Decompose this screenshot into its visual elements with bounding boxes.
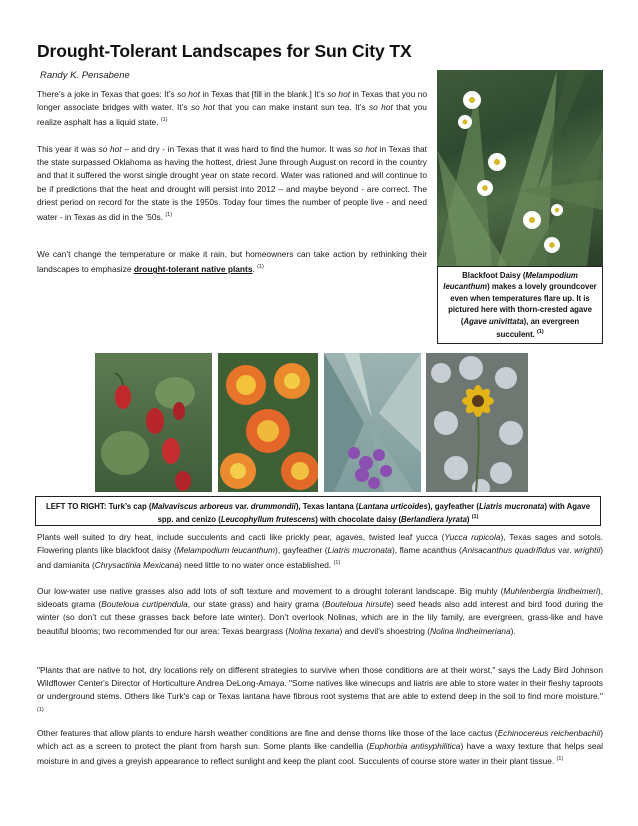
paragraph-intro: There’s a joke in Texas that goes: It’s so hot in Texas that [fill in the blank.] It’s so hot in Texas that you no longer associate bridges with water. It’s so hot that you can make instant sun tea. It’s so hot that you realize asphalt has a liquid state. $^{(1)}$ [37,89,427,128]
reference-marker: (1) [257,264,264,271]
reference-marker: (1) [37,706,44,713]
reference-marker: (1) [165,212,173,219]
paragraph-action: We can’t change the temperature or make it rain, but homeowners can take action by rethinking their landscapes to emphasize drought-tolerant native plants. $^{(1)}$ [37,249,427,275]
page-title: Drought-Tolerant Landscapes for Sun City TX [37,41,412,61]
cenizo-chocolate-daisy-photo [426,353,528,492]
drought-tolerant-plants-link[interactable]: drought-tolerant native plants [133,264,253,275]
reference-marker: (1) [471,514,479,521]
reference-marker: (1) [556,756,564,763]
side-photo-caption: Blackfoot Daisy (Melampodium leucanthum) makes a lovely groundcover even when temperatures flare up. It is pictured here with thorn-crested agave (Agave univittata), an evergreen succulent. $^{(1)}$ [437,266,603,344]
gayfeather-agave-photo [324,353,421,492]
reference-marker: (1) [333,560,341,567]
paragraph-quote: "Plants that are native to hot, dry locations rely on different strategies to survive when those conditions are at their worst," says the Lady Bird Johnson Wildflower Center's Director of Horticulture Andrea DeLong-Amaya. "Some natives like winecups and liatris are able to store water in their fleshy taproots or underground stems. Others like Turk's cap or Texas lantana have fibrous root systems that are able to extend deep in the soil to find more moisture." $^{(1)}$ [37,665,603,713]
blackfoot-daisy-agave-photo [437,70,603,266]
gayfeather-agave-illustration [324,353,421,492]
paragraph-grasses: Our low-water use native grasses also add lots of soft texture and movement to a drought tolerant landscape. Big muhly (Muhlenbergia lindheimeri), sideoats grama (Bouteloua curtipendula, our state grass) and hairy grama (Bouteloua hirsute) seed heads also add interest and bird food during the winter (so don’t cut these grasses back before late winter). Don’t overlook Nolinas, which are in the lily family, are evergreen, grass-like and have beautiful blooms; two recommended for our area: Texas beargrass (Nolina texana) and devil’s shoestring (Nolina lindheimeriana). [37,586,604,636]
turks-cap-photo [95,353,212,492]
author-byline: Randy K. Pensabene [40,70,130,81]
blackfoot-daisy-illustration [437,70,603,266]
row-photos-caption: LEFT TO RIGHT: Turk’s cap (Malvaviscus arboreus var. drummondii), Texas lantana (Lantana urticoides), gayfeather (Liatris mucronata) with Agave spp. and cenizo (Leucophyllum frutescens) with chocolate daisy (Berlandiera lyrata) $^{(1)}$ [35,496,601,526]
turks-cap-illustration [95,353,212,492]
lantana-illustration [218,353,318,492]
lantana-photo [218,353,318,492]
reference-marker: (1) [160,117,168,124]
cenizo-chocolate-daisy-illustration [426,353,528,492]
paragraph-drought: This year it was so hot – and dry - in Texas that it was hard to find the humor. It was so hot in Texas that the state surpassed Oklahoma as having the hottest, driest June through August on record in the country and that it suffered the worst single drought year on state record. Water was rationed and will continue to be if predictions that the heat and drought will persist into 2012 – and maybe beyond - are correct. The driest period on record for the state is the 1950s. Today four times the number of people live - and need water - in Texas as did in the ’50s. $^{(1)}$ [37,144,427,223]
paragraph-plants: Plants well suited to dry heat, include succulents and cacti like prickly pear, agaves, twisted leaf yucca (Yucca rupicola), Texas sages and sotols. Flowering plants like blackfoot daisy (Melampodium leucanthum), gayfeather (Liatris mucronata), flame acanthus (Anisacanthus quadrifidus var. wrightii) and damianita (Chrysactinia Mexicana) need little to no water once established. $^{(1)}$ [37,532,603,571]
paragraph-features: Other features that allow plants to endure harsh weather conditions are fine and dense thorns like those of the lace cactus (Echinocereus reichenbachii) which act as a screen to protect the plant from harsh sun. Some plants like candellia (Euphorbia antisyphilitica) have a waxy texture that helps seal moisture in and gives a greyish appearance to reflect sunlight and keep the plant cool. Succulents of course store water in their plant tissue. $^{(1)}$ [37,728,603,767]
reference-marker: (1) [537,329,544,336]
